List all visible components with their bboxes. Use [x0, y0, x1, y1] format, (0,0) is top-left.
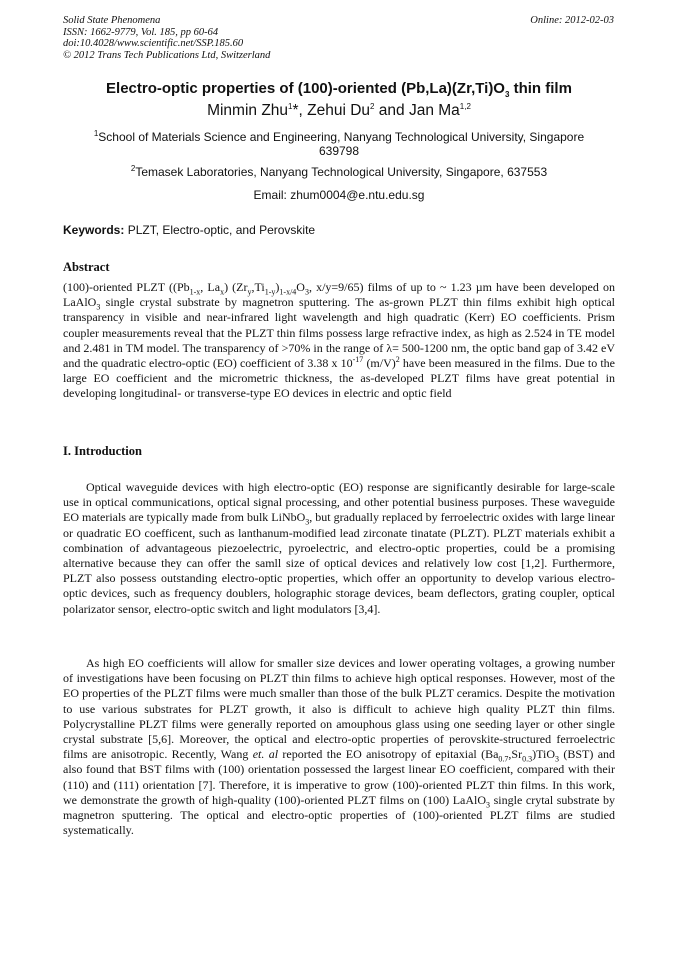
affiliation-1: $^1$School of Materials Science and Engineering, Nanyang Technological University, Singapore 639798	[93, 129, 585, 158]
contact-email: Email: zhum0004@e.ntu.edu.sg	[253, 188, 425, 202]
intro-paragraph-1: Optical waveguide devices with high electro-optic (EO) response are significantly desirable for large-scale use in optical communications, optical signal processing, and other potential business purposes. These waveguide EO materials are typically made from bulk LiNbO$_3$, but gradually replaced by ferroelectric oxides with large linear or quadratic EO coefficent, such as lanthanum-modified lead zirconate tinatate (PLZT). PLZT materials exhibit a combination of advantageous piezoelectric, pyroelectric, and electro-optic properties, could be a promising alternative because they can offer the samll size of optical devices and relatively low cost [1,2]. Furthermore, PLZT also possess outstanding electro-optic properties, which offer an opportunity to develop various electro-optic devices, such as frequency doublers, holographic storage devices, beam deflectors, grating coupler, optical polarizator sensor, electro-optic switch and light modulators [3,4].	[63, 480, 615, 616]
author-list: Minmin Zhu$^1$*, Zehui Du$^2$ and Jan Ma$^{1,2}$	[207, 101, 471, 119]
keywords-text: PLZT, Electro-optic, and Perovskite	[124, 223, 316, 237]
journal-name: Solid State Phenomena	[63, 15, 161, 26]
journal-doi: doi:10.4028/www.scientific.net/SSP.185.60	[63, 38, 244, 49]
online-date: Online: 2012-02-03	[530, 15, 614, 26]
keywords-line	[63, 223, 615, 237]
intro-paragraph-2: As high EO coefficients will allow for smaller size devices and lower operating voltages, a growing number of investigations have been focusing on PLZT thin films to achieve high optical responses. However, most of the EO properties of the PLZT films were much smaller than those of the bulk PLZT ceramics. Despite the motivation to use various substrates for PLZT growth, it also is difficult to achieve high quality PLZT thin films. Polycrystalline PLZT films were generally reported on amouphous glass using one seeding layer or other single crystal substrate [5,6]. Moreover, the optical and electro-optic properties of perovskite-structured ferroelectric films are anisotropic. Recently, Wang et. al reported the EO anisotropy of epitaxial $(Ba_{0.7},Sr_{0.3})TiO_3$ (BST) and also found that BST films with (100) orientation possessed the largest linear EO coefficient, compared with their (110) and (111) orientation [7]. Therefore, it is imperative to grow (100)-oriented PLZT thin films. In this work, we demonstrate the growth of high-quality (100)-oriented PLZT films on (100) LaAlO$_3$ single crytal substrate by magnetron sputtering. The optical and electro-optic properties of (100)-oriented PLZT films are studied systematically.	[63, 656, 616, 838]
keywords-label: Keywords:	[63, 223, 125, 237]
affiliation-2: $^2$Temasek Laboratories, Nanyang Technological University, Singapore, 637553	[130, 164, 548, 179]
abstract-heading: Abstract	[63, 260, 110, 274]
abstract-text: (100)-oriented PLZT (($Pb_{1-x}$, $La_x$) $(Zr_y,Ti_{1-y})_{1-x/4}O_3$, x/y=9/65) films of up to ~ 1.23 µm have been developed on LaAlO$_3$ single crystal substrate by magnetron sputtering. The as-grown PLZT thin films exhibit high optical transparency in visible and near-infrared light wavelength and high quadratic (Kerr) EO coefficients. Prism coupler measurements reveal that the PLZT thin films possess large refractive index, as high as 2.524 in TE model and 2.481 in TM model. The transparency of >70% in the range of λ= 500-1200 nm, the optic band gap of 3.42 eV and the quadratic electro-optic (EO) coefficient of 3.38 x $10^{-17}$ $(m/V)^2$ have been measured in the films. Due to the large EO coefficient and the micrometric thickness, the as-developed PLZT films have great potential in developing longitudinal- or transverse-type EO devices in electric and optic field	[63, 280, 616, 401]
journal-issn: ISSN: 1662-9779, Vol. 185, pp 60-64	[63, 26, 219, 38]
journal-copyright: © 2012 Trans Tech Publications Ltd, Switzerland	[63, 49, 271, 61]
introduction-heading: I. Introduction	[63, 444, 142, 458]
paper-title: Electro-optic properties of (100)-oriented $(Pb,La)(Zr,Ti)O_3$ thin film	[106, 80, 572, 99]
journal-header	[63, 15, 270, 61]
